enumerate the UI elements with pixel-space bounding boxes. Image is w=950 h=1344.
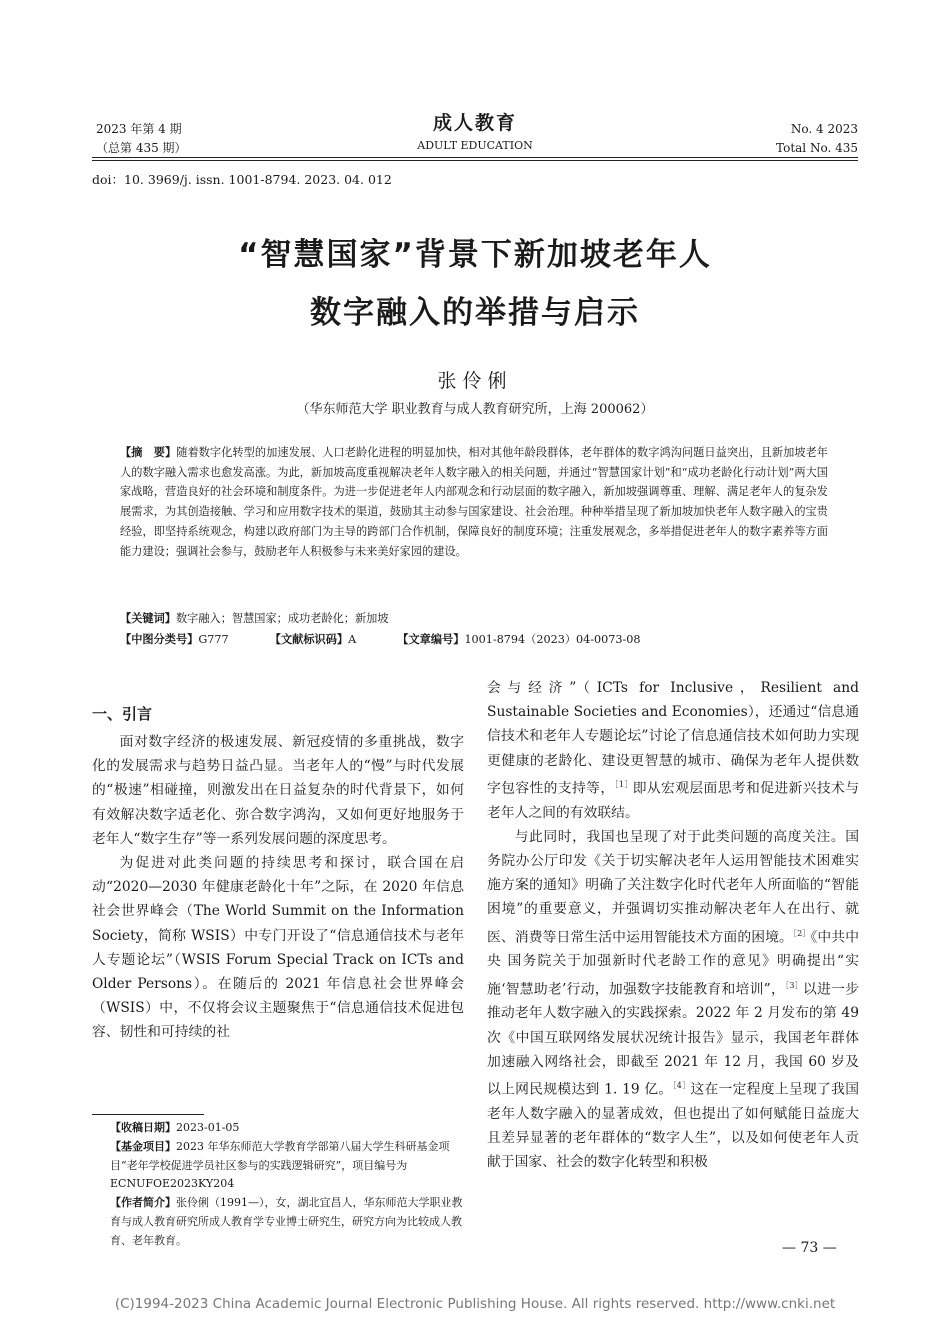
abstract-text: 随着数字化转型的加速发展、人口老龄化进程的明显加快，相对其他年龄段群体，老年群体的数字鸿沟问题日益突出，且新加坡老年人的数字融入需求也愈发高涨。为此，新加坡高度重视解决老年人数字融入的相关问题，并通过“智慧国家计划”和“成功老龄化行动计划”两大国家战略，营造良好的社会环境和制度条件。为进一步促进老年人内部观念和行动层面的数字融入，新加坡强调尊重、理解、满足老年人的复杂发展需求，为其创造接触、学习和应用数字技术的渠道，鼓励其主动参与国家建设、社会治理。种种举措呈现了新加坡加快老年人数字融入的宝贵经验，即坚持系统观念，构建以政府部门为主导的跨部门合作机制，保障良好的制度环境；注重发展观念，多举措促进老年人的数字素养等方面能力建设；强调社会参与，鼓励老年人积极参与未来美好家园的建设。 — [120, 446, 828, 558]
article-title — [0, 226, 950, 342]
doi: doi：10. 3969/j. issn. 1001-8794. 2023. 04. 012 — [92, 172, 392, 187]
clc-label: 【中图分类号】 — [120, 633, 199, 646]
header-rule-thin — [92, 160, 858, 161]
footnote-rule — [92, 1114, 204, 1115]
title-line-2: 数字融入的举措与启示 — [310, 295, 640, 331]
section-heading: 一、引言 — [92, 705, 153, 723]
journal-name-cn: 成人教育 — [432, 112, 517, 134]
abstract-label: 【摘 要】 — [120, 446, 177, 459]
article-no-label: 【文章编号】 — [397, 633, 465, 646]
intro-paragraph-2: 为促进对此类问题的持续思考和探讨，联合国在启动“2020—2030 年健康老龄化十年”之际，在 2020 年信息社会世界峰会（The World Summit on the Information Society，简称 WSIS）中专门开设了“信息通信技术与老年人专题论坛”（WSIS Forum Special Track on ICTs and Older Persons）。在随后的 2021 年信息社会世界峰会（WSIS）中，不仅将会议主题聚焦于“信息通信技术促进包容、韧性和可持续的社 — [92, 855, 464, 1041]
doc-code-value: A — [348, 633, 357, 646]
author-affiliation: （华东师范大学 职业教育与成人教育研究所，上海 200062） — [296, 402, 654, 417]
page-number: — 73 — — [782, 1240, 837, 1256]
received-date: 【收稿日期】2023-01-05 — [110, 1121, 240, 1134]
total-issue-en: Total No. 435 — [776, 141, 858, 155]
citation-3: ［3］ — [785, 980, 803, 990]
footnotes — [110, 1119, 464, 1251]
keywords-label: 【关键词】 — [120, 612, 176, 625]
body-left-column — [92, 702, 464, 1045]
right-paragraph-1: 会与经济”（ICTs for Inclusive，Resilient and Sustainable Societies and Economies），还通过“信息通信技术和老年人专题论坛”讨论了信息通信技术如何助力实现更健康的老龄化、建设更智慧的城市、确保为老年人提供数字包容性的支持等，$^{[1]}$即从宏观层面思考和促进新兴技术与老年人之间的有效联结。 — [487, 680, 859, 821]
keywords-text: 数字融入；智慧国家；成功老龄化；新加坡 — [175, 612, 389, 625]
title-line-1: “智慧国家”背景下新加坡老年人 — [238, 237, 712, 273]
issue-number: 2023 年第 4 期 — [96, 122, 182, 136]
journal-name-en: ADULT EDUCATION — [417, 139, 533, 152]
issue-number-en: No. 4 2023 — [790, 122, 858, 136]
total-issue: （总第 435 期） — [96, 141, 187, 155]
citation-2: ［2］ — [792, 928, 811, 938]
author-bio: 【作者简介】张伶俐（1991—），女，湖北宜昌人，华东师范大学职业教育与成人教育研究所成人教育学专业博士研究生，研究方向为比较成人教育、老年教育。 — [110, 1196, 463, 1247]
header-rule — [92, 157, 858, 158]
fund-project: 【基金项目】2023 年华东师范大学教育学部第八届大学生科研基金项目“老年学校促进学员社区参与的实践逻辑研究”，项目编号为 ECNUFOE2023KY204 — [110, 1139, 450, 1191]
body-right-column — [487, 676, 859, 1174]
author-name: 张伶俐 — [437, 370, 513, 392]
doc-code-label: 【文献标识码】 — [269, 633, 349, 646]
issue-info-en — [776, 120, 858, 158]
right-paragraph-2: 与此同时，我国也呈现了对于此类问题的高度关注。国务院办公厅印发《关于切实解决老年人运用智能技术困难实施方案的通知》明确了关注数字化时代老年人所面临的“智能困境”的重要意义，并强调切实推动解决老年人在出行、就医、消费等日常生活中运用智能技术方面的困境。$^{[2]}$《中共中央 国务院关于加强新时代老龄工作的意见》明确提出“实施‘智慧助老’行动，加强数字技能教育和培训”，$^{[3]}$以进一步推动老年人数字融入的实践探索。2022 年 2 月发布的第 49 次《中国互联网络发展状况统计报告》显示，我国老年群体加速融入网络社会，即截至 2021 年 12 月，我国 60 岁及以上网民规模达到 1. 19 亿。$^{[4]}$这在一定程度上呈现了我国老年人数字融入的显著成效，但也提出了如何赋能日益庞大且差异显著的老年群体的“数字人生”，以及如何使老年人贡献于国家、社会的数字化转型和积极 — [487, 828, 860, 1171]
keywords — [120, 609, 389, 628]
abstract — [120, 443, 828, 561]
clc-value: G777 — [198, 633, 229, 646]
intro-paragraph-1: 面对数字经济的极速发展、新冠疫情的多重挑战，数字化的发展需求与趋势日益凸显。当老年人的“慢”与时代发展的“极速”相碰撞，则激发出在日益复杂的时代背景下，如何有效解决数字适老化、弥合数字鸿沟，又如何更好地服务于老年人“数字生存”等一系列发展问题的深度思考。 — [92, 734, 464, 847]
citation-4: ［4］ — [672, 1081, 691, 1091]
classification-line — [120, 630, 828, 649]
copyright-footer: (C)1994-2023 China Academic Journal Electronic Publishing House. All rights reserved. http://www.cnki.net — [114, 1296, 836, 1312]
citation-1: ［1］ — [614, 779, 633, 789]
article-no-value: 1001-8794（2023）04-0073-08 — [464, 633, 641, 646]
